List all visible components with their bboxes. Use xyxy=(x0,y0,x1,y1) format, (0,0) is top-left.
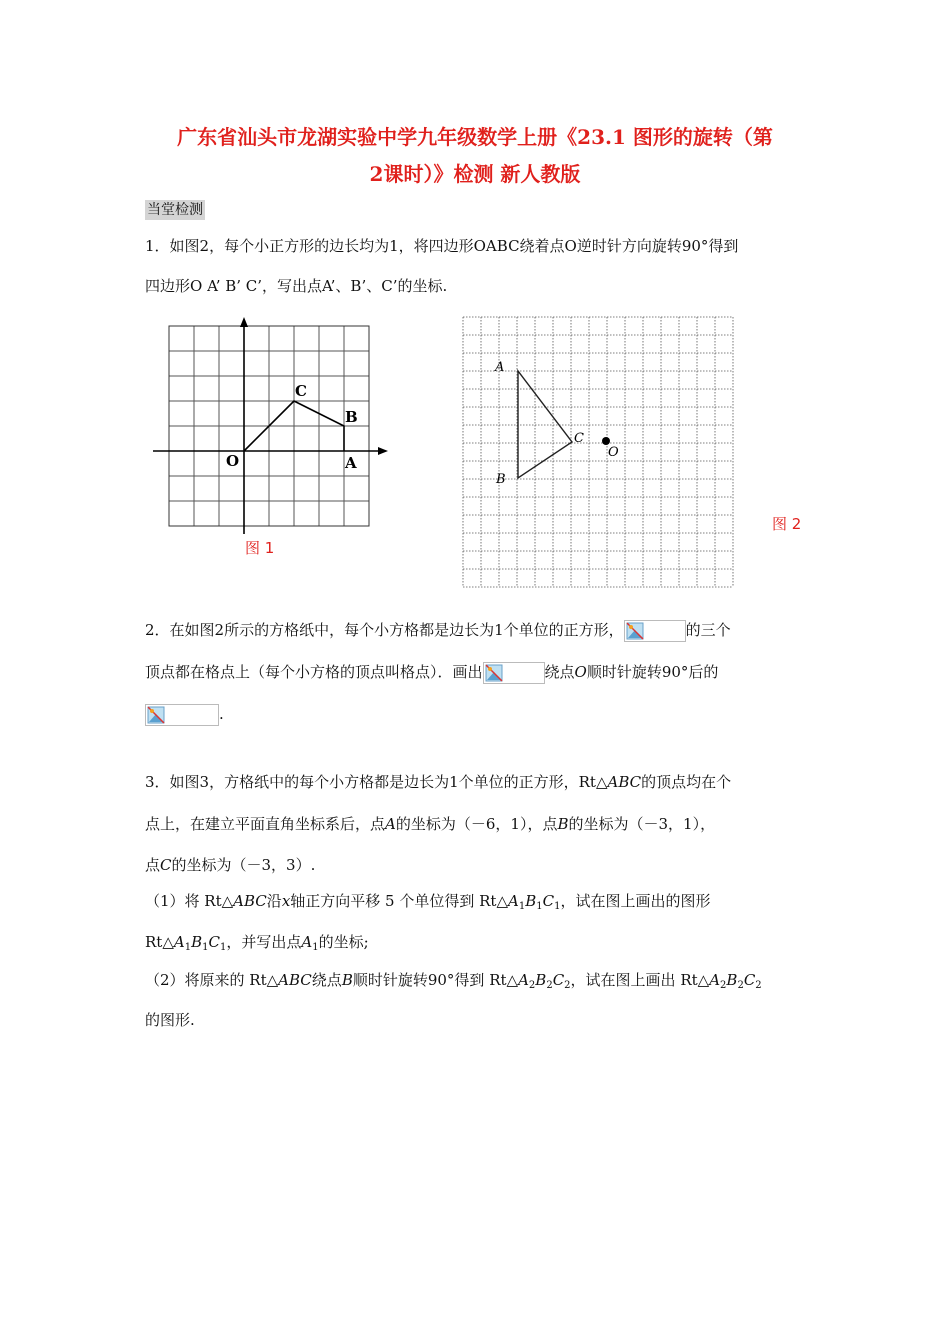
q2-line-3: . xyxy=(145,702,224,726)
q3-line-2: 点上，在建立平面直角坐标系后，点A的坐标为（－6，1），点B的坐标为（－3，1）， xyxy=(145,815,716,833)
broken-image-placeholder xyxy=(624,620,686,642)
figure-2 xyxy=(460,314,736,590)
page-title-line-2: 2课时）》检测 新人教版 xyxy=(369,162,581,186)
figure-1-label-a: A xyxy=(345,454,357,472)
figure-1-label-o: O xyxy=(226,452,240,470)
q3-line-3: 点C的坐标为（－3，3）. xyxy=(145,856,316,874)
q1-line-2: 四边形O A’ B’ C’，写出点A’、B’、C’的坐标. xyxy=(145,277,448,295)
figure-2-triangle xyxy=(518,371,572,478)
page-title-line-1: 广东省汕头市龙湖实验中学九年级数学上册《23.1 图形的旋转（第 xyxy=(177,125,773,149)
broken-image-placeholder xyxy=(483,662,545,684)
section-label: 当堂检测 xyxy=(147,202,203,218)
figure-2-point-o xyxy=(602,437,610,445)
q3-part-1-line-2: $Rt\triangle A_1B_1C_1$，并写出点$A_1$的坐标; xyxy=(145,933,369,953)
q3-part-2-line-2: 的图形. xyxy=(145,1011,195,1029)
figure-1-label-b: B xyxy=(345,408,358,426)
broken-image-placeholder xyxy=(145,704,219,726)
q2-line-1: 2．在如图2所示的方格纸中，每个小方格都是边长为1个单位的正方形， 的三个 xyxy=(145,618,731,642)
figure-2-caption: 图 2 xyxy=(772,515,802,533)
figure-1-y-axis-arrow xyxy=(240,317,248,327)
figure-1 xyxy=(150,316,390,536)
q3-line-1: 3．如图3，方格纸中的每个小方格都是边长为1个单位的正方形，Rt△ABC的顶点均在个 xyxy=(145,773,732,791)
q2-line-2: 顶点都在格点上（每个小方格的顶点叫格点）．画出 绕点O顺时针旋转90°后的 xyxy=(145,660,718,684)
figure-2-label-c: C xyxy=(574,431,584,446)
q3-part-1-line-1: （1）将 Rt△ABC沿x轴正方向平移 5 个单位得到 $Rt\triangle A_1B_1C_1$，试在图上画出的图形 xyxy=(145,892,711,912)
figure-2-label-a: A xyxy=(495,360,505,375)
figure-2-grid xyxy=(463,317,733,587)
figure-1-x-axis-arrow xyxy=(378,447,388,455)
figure-2-label-o: O xyxy=(608,445,619,460)
figure-2-label-b: B xyxy=(496,472,506,487)
figure-1-caption: 图 1 xyxy=(245,539,275,557)
q1-line-1: 1．如图2，每个小正方形的边长均为1，将四边形OABC绕着点O逆时针方向旋转90°得到 xyxy=(145,237,739,255)
q3-part-2-line-1: （2）将原来的 Rt△ABC绕点B顺时针旋转90°得到 $Rt\triangle A_2B_2C_2$，试在图上画出 $Rt\triangle A_2B_2C_2$ xyxy=(145,971,762,991)
figure-1-label-c: C xyxy=(295,382,307,400)
